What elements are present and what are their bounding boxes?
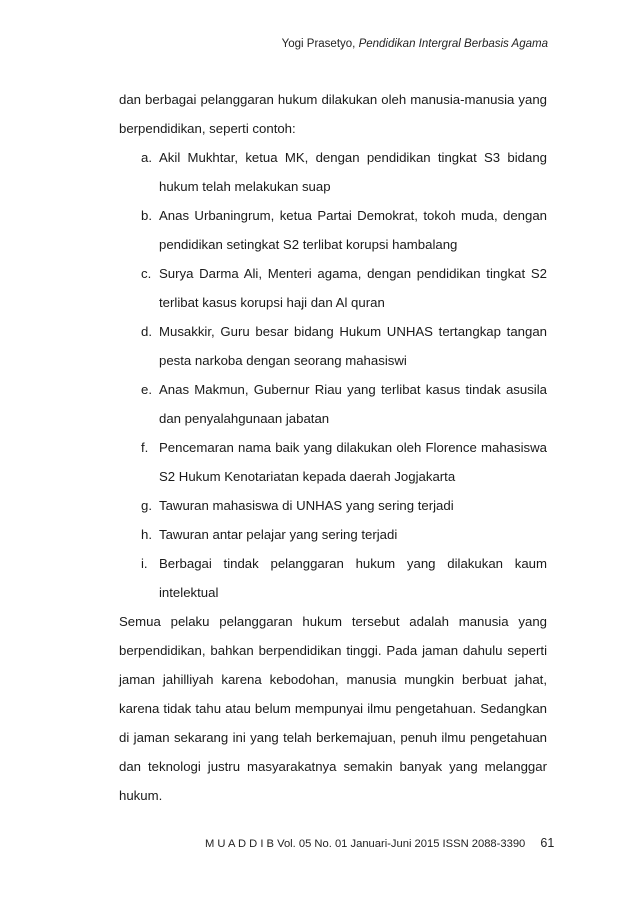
list-item [119,491,547,520]
list-marker: c. [141,266,152,281]
header-title: Pendidikan Intergral Berbasis Agama [358,38,548,50]
list-marker: a. [141,150,152,165]
list-item [119,201,547,259]
closing-paragraph: Semua pelaku pelanggaran hukum tersebut adalah manusia yang berpendidikan, bahkan berpendidikan tinggi. Pada jaman dahulu seperti jaman jahilliyah karena kebodohan, manusia mungkin berbuat jahat, karena tidak tahu atau belum mempunyai ilmu pengetahuan. Sedangkan di jaman sekarang ini yang telah berkemajuan, penuh ilmu pengetahuan dan teknologi justru masyarakatnya semakin banyak yang melanggar hukum. [119,614,547,803]
list-marker: f. [141,440,149,455]
list-item [119,433,547,491]
list-item [119,375,547,433]
list-marker: e. [141,382,152,397]
list-item-text: Anas Makmun, Gubernur Riau yang terlibat kasus tindak asusila dan penyalahgunaan jabatan [159,382,547,426]
list-item-text: Tawuran mahasiswa di UNHAS yang sering terjadi [159,498,454,513]
list-item [119,317,547,375]
list-item-text: Pencemaran nama baik yang dilakukan oleh Florence mahasiswa S2 Hukum Kenotariatan kepada daerah Jogjakarta [159,440,547,484]
list-item-text: Musakkir, Guru besar bidang Hukum UNHAS tertangkap tangan pesta narkoba dengan seorang mahasiswi [159,324,547,368]
example-list [119,143,547,607]
list-marker: i. [141,556,148,571]
intro-paragraph: dan berbagai pelanggaran hukum dilakukan oleh manusia-manusia yang berpendidikan, seperti contoh: [119,92,547,136]
list-item-text: Berbagai tindak pelanggaran hukum yang dilakukan kaum intelektual [159,556,547,600]
list-item [119,259,547,317]
footer-journal-info: M U A D D I B Vol. 05 No. 01 Januari-Juni 2015 ISSN 2088-3390 [205,838,526,850]
list-marker: h. [141,527,152,542]
list-marker: d. [141,324,152,339]
header-author: Yogi Prasetyo, [281,38,356,50]
list-item-text: Akil Mukhtar, ketua MK, dengan pendidikan tingkat S3 bidang hukum telah melakukan suap [159,150,547,194]
list-item-text: Tawuran antar pelajar yang sering terjadi [159,527,398,542]
list-marker: b. [141,208,152,223]
list-item [119,143,547,201]
list-item [119,520,547,549]
list-item [119,549,547,607]
list-item-text: Surya Darma Ali, Menteri agama, dengan pendidikan tingkat S2 terlibat kasus korupsi haji dan Al quran [159,266,547,310]
page-footer [205,836,555,850]
page-header [282,38,548,50]
list-item-text: Anas Urbaningrum, ketua Partai Demokrat, tokoh muda, dengan pendidikan setingkat S2 terlibat korupsi hambalang [159,208,547,252]
page-body [119,85,547,810]
page-number: 61 [540,836,555,850]
list-marker: g. [141,498,152,513]
